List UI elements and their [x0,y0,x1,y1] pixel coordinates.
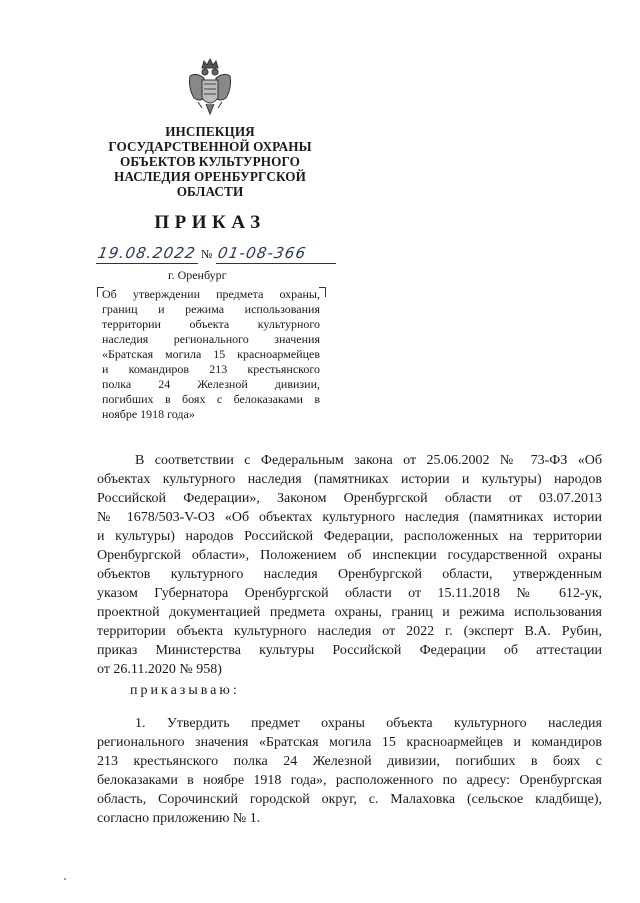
preamble-line: Оренбургской области», Положением об инспекции государственной охраны [97,548,602,563]
authority-line: ГОСУДАРСТВЕННОЙ ОХРАНЫ [108,139,312,154]
subject-line: и командиров 213 крестьянского [102,362,320,376]
city-label: г. Оренбург [168,268,227,282]
authority-name [100,124,320,199]
subject-line: Об утверждении предмета охраны, [102,287,320,301]
preamble-line: объектах культурного наследия (памятниках истории и культуры) народов [97,472,602,487]
authority-line: ОБЛАСТИ [176,184,244,199]
preamble-line: В соответствии с Федеральным закона от 25.06.2002 № 73-ФЗ «Об [135,453,602,468]
number-underline [216,263,336,264]
preamble-line: территории объекта культурного наследия от 2022 г. (эксперт В.А. Рубин, [97,624,602,639]
authority-line: НАСЛЕДИЯ ОРЕНБУРГСКОЙ [113,169,307,184]
preamble-line: проектной документацией предмета охраны, границ и режима использования [97,605,602,620]
authority-line: ОБЪЕКТОВ КУЛЬТУРНОГО [119,154,301,169]
number-sign: № [201,247,213,261]
preamble-line: Российской Федерации», Законом Оренбургской области от 03.07.2013 [97,491,602,506]
preamble-line: приказ Министерства культуры Российской Федерации об аттестации [97,643,602,658]
authority-line: ИНСПЕКЦИЯ [165,124,255,139]
handwritten-date: 19.08.2022 [96,244,198,262]
document-type-title: ПРИКАЗ [154,212,266,233]
item-1-line: регионального значения «Братская могила 15 красноармейцев и командиров [97,735,602,750]
subject-line: полка 24 Железной дивизии, [102,377,320,391]
date-underline [96,263,198,264]
preamble-line: указом Губернатора Оренбургской области от 15.11.2018 № 612-ук, [97,586,602,601]
preamble-line: № 1678/503-V-ОЗ «Об объектах культурного наследия (памятниках истории [97,510,602,525]
subject-block [97,287,326,427]
registration-line [92,244,352,268]
subject-line: границ и режима использования [102,302,320,316]
item-1-line: область, Сорочинский городской округ, с. Малаховка (сельское кладбище), [97,792,602,807]
subject-line: «Братская могила 15 красноармейцев [102,347,320,361]
subject-line: погибших в боях с белоказаками в [102,392,320,406]
subject-line: ноябре 1918 года» [102,407,195,421]
item-1-line: 213 крестьянского полка 24 Железной дивизии, погибших в боях с [97,754,602,769]
subject-line: наследия регионального значения [102,332,320,346]
item-1-line: 1. Утвердить предмет охраны объекта культурного наследия [135,716,602,731]
handwritten-number: 01-08-366 [216,244,309,262]
preamble-line: от 26.11.2020 № 958) [97,662,222,677]
item-1-line: согласно приложению № 1. [97,811,261,826]
bracket-right [319,287,326,297]
scan-dot [64,878,66,880]
subject-line: территории объекта культурного [102,317,320,331]
preamble-line: и культуры) народов Российской Федерации, расположенных на территории [97,529,602,544]
preamble-line: объектов культурного наследия Оренбургской области, утвержденным [97,567,602,582]
orders-word: приказываю: [130,683,240,698]
item-1-line: белоказаками в ноябре 1918 года», расположенного по адресу: Оренбургская [97,773,602,788]
coat-of-arms-icon [186,58,234,120]
